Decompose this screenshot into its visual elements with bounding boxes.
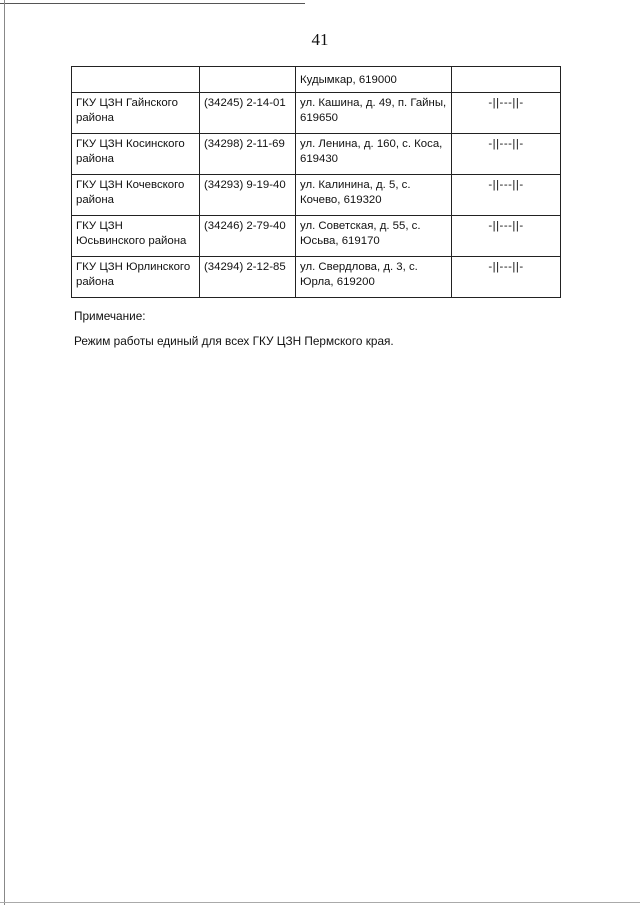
address-cell: ул. Свердлова, д. 3, с. Юрла, 619200	[296, 257, 452, 298]
center-name-cell	[72, 67, 200, 93]
address-cell: Кудымкар, 619000	[296, 67, 452, 93]
table-row	[72, 257, 561, 298]
employment-centers-table	[71, 66, 561, 298]
work-mode-cell: -||---||-	[452, 93, 561, 134]
address-cell: ул. Калинина, д. 5, с. Кочево, 619320	[296, 175, 452, 216]
work-mode-cell: -||---||-	[452, 134, 561, 175]
address-cell: ул. Кашина, д. 49, п. Гайны, 619650	[296, 93, 452, 134]
note-label: Примечание:	[74, 309, 146, 323]
phone-cell: (34246) 2-79-40	[200, 216, 296, 257]
note-text: Режим работы единый для всех ГКУ ЦЗН Пермского края.	[74, 334, 394, 348]
table-row	[72, 175, 561, 216]
center-name-cell: ГКУ ЦЗН Гайнского района	[72, 93, 200, 134]
phone-cell: (34293) 9-19-40	[200, 175, 296, 216]
center-name-cell: ГКУ ЦЗН Косинского района	[72, 134, 200, 175]
center-name-cell: ГКУ ЦЗН Кочевского района	[72, 175, 200, 216]
page-number: 41	[311, 30, 329, 49]
center-name-cell: ГКУ ЦЗН Юрлинского района	[72, 257, 200, 298]
table-row	[72, 67, 561, 93]
table-row	[72, 93, 561, 134]
table-row	[72, 134, 561, 175]
phone-cell: (34298) 2-11-69	[200, 134, 296, 175]
scan-bottom-edge-line	[0, 902, 640, 903]
address-cell: ул. Советская, д. 55, с. Юсьва, 619170	[296, 216, 452, 257]
center-name-cell: ГКУ ЦЗН Юсьвинского района	[72, 216, 200, 257]
work-mode-cell	[452, 67, 561, 93]
phone-cell: (34294) 2-12-85	[200, 257, 296, 298]
phone-cell	[200, 67, 296, 93]
phone-cell: (34245) 2-14-01	[200, 93, 296, 134]
work-mode-cell: -||---||-	[452, 175, 561, 216]
address-cell: ул. Ленина, д. 160, с. Коса, 619430	[296, 134, 452, 175]
work-mode-cell: -||---||-	[452, 257, 561, 298]
scan-left-edge-line	[4, 0, 5, 905]
table-row	[72, 216, 561, 257]
scan-top-edge-line	[0, 3, 305, 4]
work-mode-cell: -||---||-	[452, 216, 561, 257]
